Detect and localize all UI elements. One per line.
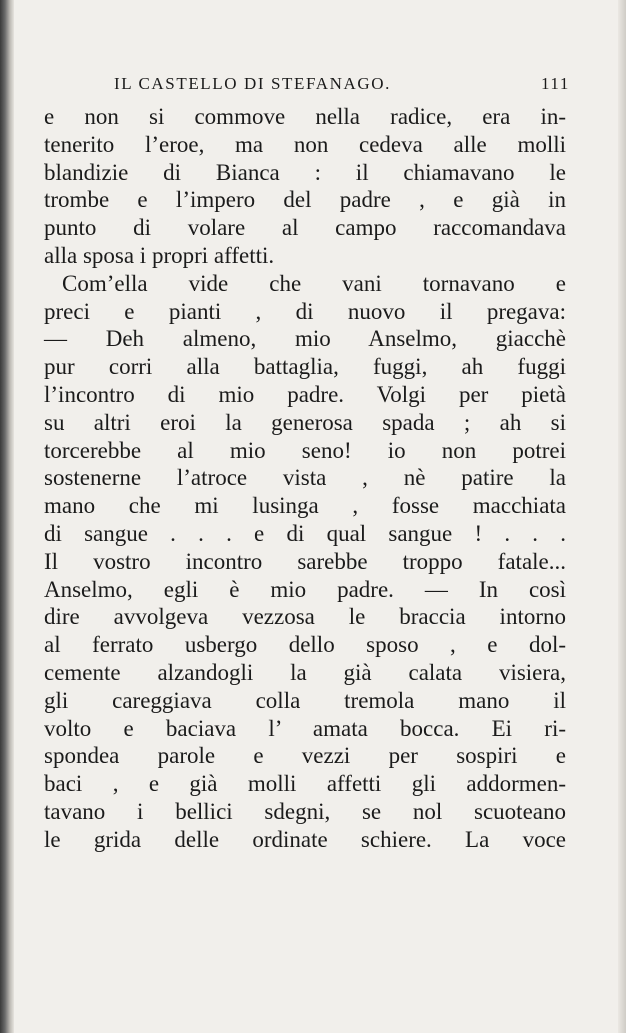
text-line: l’incontro di mio padre. Volgi per pietà bbox=[44, 381, 566, 407]
text-line: cemente alzandogli la già calata visiera, bbox=[44, 659, 566, 685]
text-line: pur corri alla battaglia, fuggi, ah fuggi bbox=[44, 354, 566, 380]
text-line: le grida delle ordinate schiere. La voce bbox=[44, 826, 566, 852]
text-line: — Deh almeno, mio Anselmo, giacchè bbox=[44, 326, 566, 352]
text-line: baci , e già molli affetti gli addormen- bbox=[44, 771, 566, 797]
book-binding-shadow bbox=[0, 0, 14, 1033]
text-line: Il vostro incontro sarebbe troppo fatale... bbox=[44, 548, 566, 574]
text-line: blandizie di Bianca : il chiamavano le bbox=[44, 159, 566, 185]
text-line: dire avvolgeva vezzosa le braccia intorno bbox=[44, 604, 566, 630]
text-line: al ferrato usbergo dello sposo , e dol- bbox=[44, 632, 566, 658]
text-line: mano che mi lusinga , fosse macchiata bbox=[44, 493, 566, 519]
page-header bbox=[52, 68, 574, 96]
running-title: IL CASTELLO DI STEFANAGO. bbox=[114, 74, 392, 93]
text-line: Anselmo, egli è mio padre. — In così bbox=[44, 576, 566, 602]
text-line: tavano i bellici sdegni, se nol scuoteano bbox=[44, 798, 566, 824]
text-line: Com’ella vide che vani tornavano e bbox=[62, 270, 566, 296]
text-line: punto di volare al campo raccomandava bbox=[44, 215, 566, 241]
text-line: di sangue . . . e di qual sangue ! . . . bbox=[44, 520, 566, 546]
text-line: sostenerne l’atroce vista , nè patire la bbox=[44, 465, 566, 491]
text-line: trombe e l’impero del padre , e già in bbox=[44, 187, 566, 213]
text-line: torcerebbe al mio seno! io non potrei bbox=[44, 437, 566, 463]
text-line: su altri eroi la generosa spada ; ah si bbox=[44, 409, 566, 435]
text-line: volto e baciava l’ amata bocca. Ei ri- bbox=[44, 715, 566, 741]
text-line: preci e pianti , di nuovo il pregava: bbox=[44, 298, 566, 324]
text-line: spondea parole e vezzi per sospiri e bbox=[44, 743, 566, 769]
text-line: tenerito l’eroe, ma non cedeva alle molli bbox=[44, 131, 566, 157]
body-text bbox=[44, 103, 566, 854]
text-line: gli careggiava colla tremola mano il bbox=[44, 687, 566, 713]
text-line: e non si commove nella radice, era in- bbox=[44, 104, 566, 129]
page-number: 111 bbox=[540, 74, 570, 93]
text-line: alla sposa i propri affetti. bbox=[44, 242, 275, 268]
page-edge-shadow bbox=[618, 0, 626, 1033]
